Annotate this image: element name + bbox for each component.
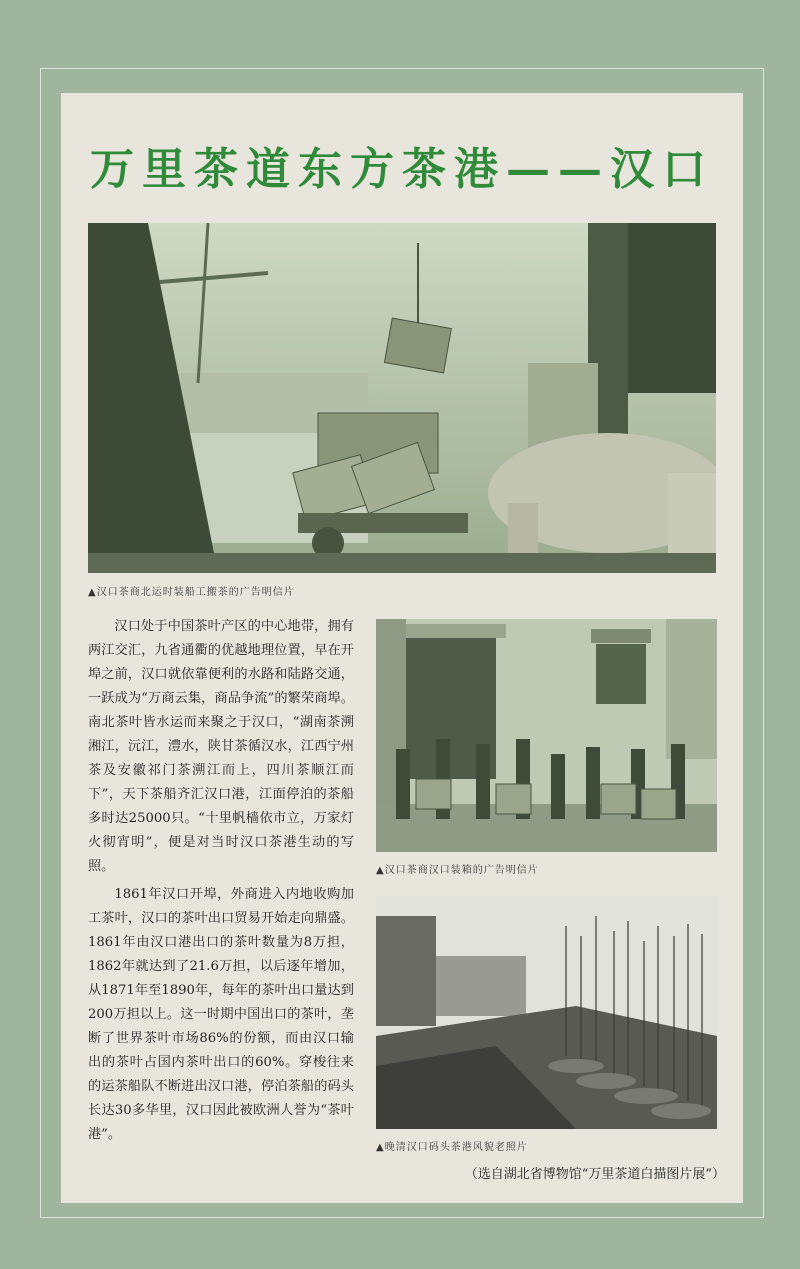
source-note: （选自湖北省博物馆“万里茶道白描图片展”） [464, 1167, 725, 1182]
warehouse-photo-caption: ▲汉口茶商汉口装箱的广告明信片 [376, 865, 539, 876]
body-text [88, 615, 354, 1147]
main-photo-image [88, 223, 716, 573]
document-panel [61, 93, 743, 1203]
warehouse-photo-image [376, 619, 717, 852]
harbor-photo-caption: ▲晚清汉口码头茶港风貌老照片 [376, 1142, 528, 1153]
main-photo [88, 223, 716, 573]
harbor-photo-image [376, 896, 717, 1129]
main-photo-caption: ▲汉口茶商北运时装船工搬茶的广告明信片 [88, 587, 295, 598]
warehouse-photo [376, 619, 717, 852]
harbor-photo [376, 896, 717, 1129]
paragraph: 汉口处于中国茶叶产区的中心地带，拥有两江交汇，九省通衢的优越地理位置，早在开埠之前，汉口就依靠便利的水路和陆路交通，一跃成为“万商云集，商品争流”的繁荣商埠。南北茶叶皆水运而来聚之于汉口，“湖南茶溯湘江，沅江，澧水，陕甘茶循汉水，江西宁州茶及安徽祁门茶溯江而上，四川茶顺江而下”，天下茶船齐汇汉口港，江面停泊的茶船多时达25000只。“十里帆樯依市立，万家灯火彻宵明”，便是对当时汉口茶港生动的写照。 [88, 619, 354, 874]
paragraph: 1861年汉口开埠，外商进入内地收购加工茶叶，汉口的茶叶出口贸易开始走向鼎盛。1861年由汉口港出口的茶叶数量为8万担，1862年就达到了21.6万担，以后逐年增加，从1871年至1890年，每年的茶叶出口量达到200万担以上。这一时期中国出口的茶叶，垄断了世界茶叶市场86%的份额，而由汉口输出的茶叶占国内茶叶出口的60%。穿梭往来的运茶船队不断进出汉口港，停泊茶船的码头长达30多华里，汉口因此被欧洲人誉为“茶叶港”。 [88, 887, 354, 1142]
page-title: 万里茶道东方茶港——汉口 [90, 144, 714, 195]
